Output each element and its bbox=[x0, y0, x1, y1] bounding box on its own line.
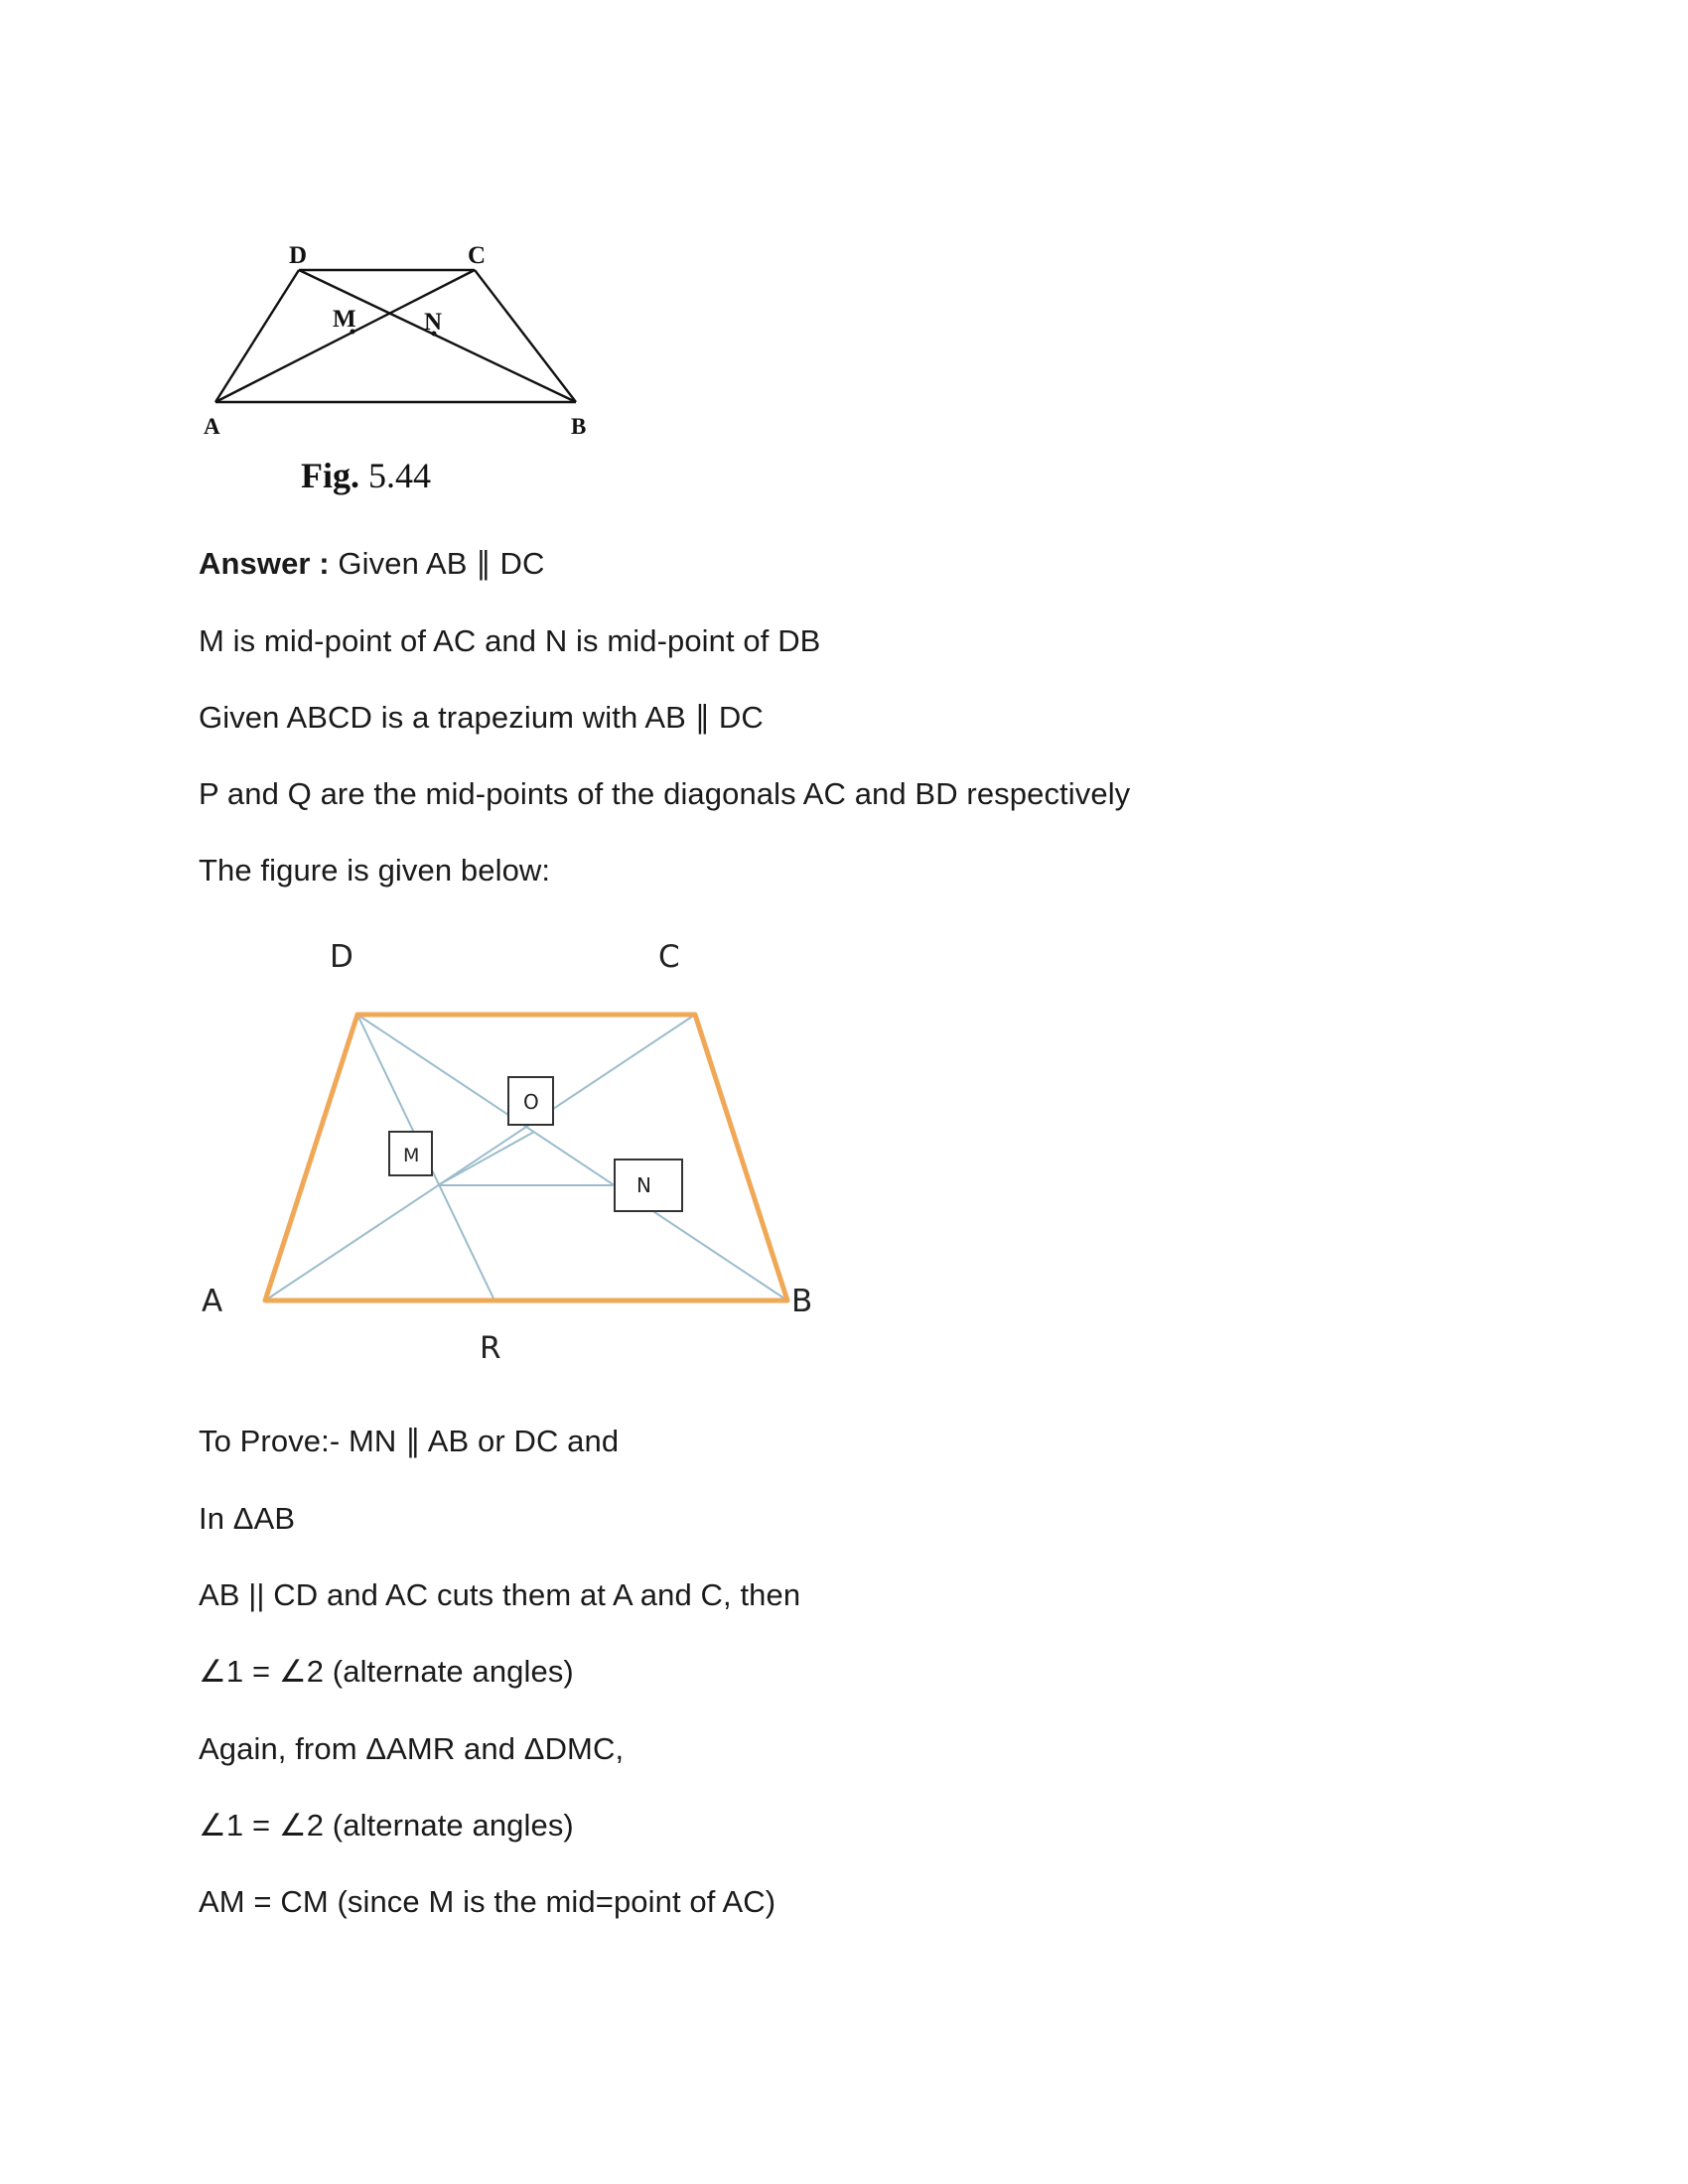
proof-line: To Prove:- MN ∥ AB or DC and bbox=[199, 1424, 620, 1458]
label-o: O bbox=[523, 1090, 539, 1114]
label-c: C bbox=[658, 939, 680, 975]
label-d: D bbox=[289, 242, 308, 269]
text-line: The figure is given below: bbox=[199, 853, 551, 887]
proof-line: In ΔAB bbox=[199, 1501, 296, 1536]
label-a: A bbox=[202, 1284, 223, 1319]
text-line: P and Q are the mid-points of the diagonals AC and BD respectively bbox=[199, 776, 1131, 811]
text-line: Given ABCD is a trapezium with AB ∥ DC bbox=[199, 700, 764, 735]
text-line: M is mid-point of AC and N is mid-point of DB bbox=[199, 623, 821, 658]
label-a: A bbox=[204, 414, 220, 439]
figure-5-44 bbox=[194, 233, 621, 506]
label-n: N bbox=[636, 1173, 651, 1197]
label-b: B bbox=[791, 1284, 813, 1319]
trapezium-outline bbox=[215, 270, 576, 402]
proof-line: ∠1 = ∠2 (alternate angles) bbox=[199, 1654, 574, 1689]
label-n: N bbox=[424, 309, 443, 336]
proof-line: AB || CD and AC cuts them at A and C, then bbox=[199, 1577, 801, 1612]
answer-text: Given AB ∥ DC bbox=[329, 546, 545, 581]
label-b: B bbox=[571, 414, 587, 439]
label-d: D bbox=[330, 939, 353, 975]
label-m: M bbox=[403, 1145, 420, 1166]
trapezium-abcd bbox=[265, 1015, 787, 1300]
proof-line: Again, from ΔAMR and ΔDMC, bbox=[199, 1731, 625, 1766]
label-m: M bbox=[333, 306, 356, 333]
answer-line bbox=[199, 544, 544, 584]
label-r: R bbox=[480, 1330, 501, 1366]
trapezium-figure bbox=[194, 938, 849, 1385]
answer-label: Answer : bbox=[199, 546, 330, 581]
proof-line: AM = CM (since M is the mid=point of AC) bbox=[199, 1884, 776, 1919]
proof-line: ∠1 = ∠2 (alternate angles) bbox=[199, 1808, 574, 1843]
label-c: C bbox=[468, 242, 487, 269]
figure-caption: Fig. 5.44 bbox=[301, 456, 431, 495]
